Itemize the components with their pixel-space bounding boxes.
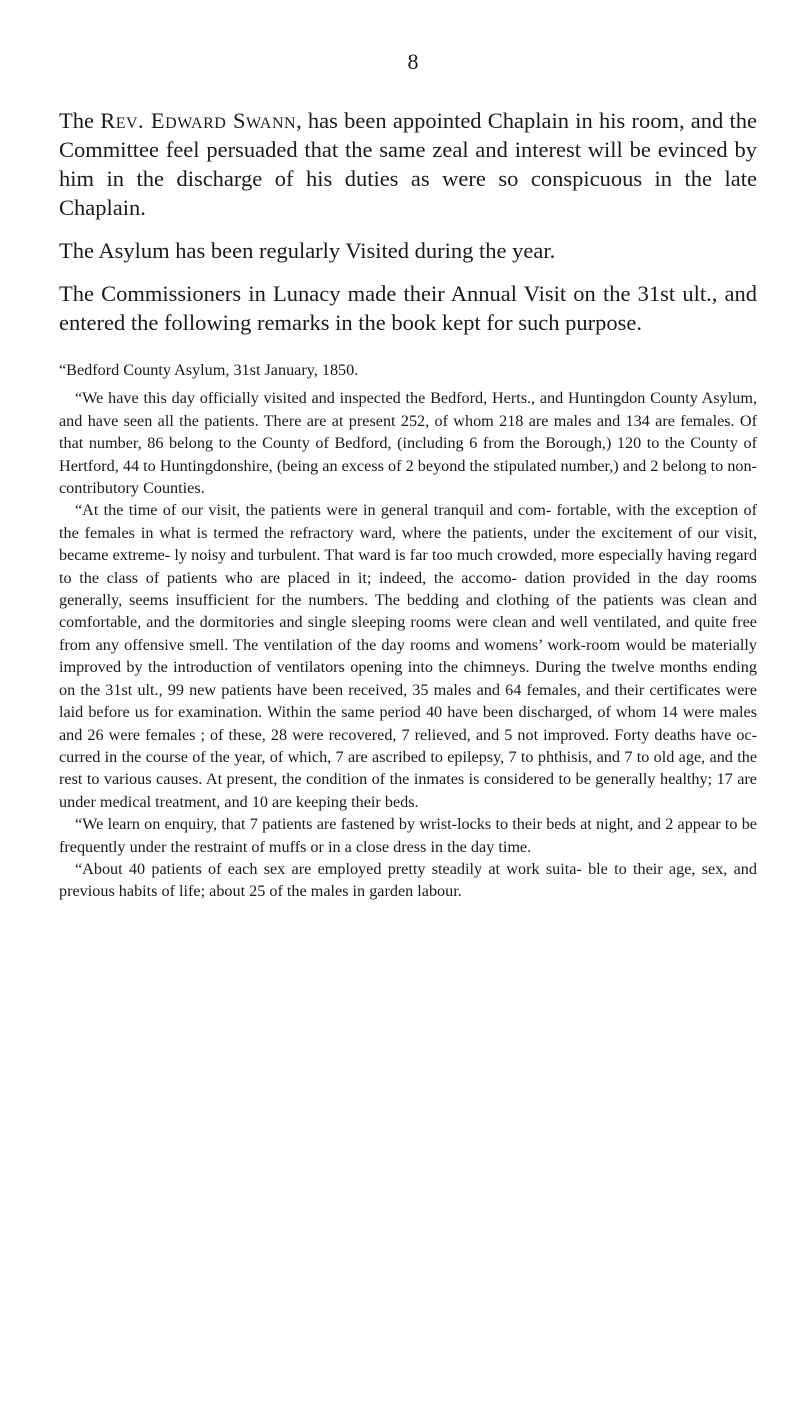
remarks-paragraph-employment: “About 40 patients of each sex are employed pretty steadily at work suita- ble to their age, sex, and previous habits of life; about 25 of the males in garden labour. (59, 859, 757, 901)
chaplain-rest: , has been appointed Chaplain in his room, and the Committee feel persuaded that the same zeal and interest will be evinced by him in the discharge of his duties as were so conspicuous in the late Chaplain. (59, 108, 758, 220)
chaplain-paragraph (59, 106, 757, 222)
visits-paragraph: The Asylum has been regularly Visited during the year. (59, 238, 556, 263)
remarks-paragraph-restraint: “We learn on enquiry, that 7 patients are fastened by wrist-locks to their beds at night, and 2 appear to be frequently under the restraint of muffs or in a close dress in the day time. (59, 815, 757, 856)
chaplain-name: Rev. Edward Swann (100, 108, 297, 133)
remarks-paragraph-condition: “At the time of our visit, the patients were in general tranquil and com- fortable, with the exception of the females in what is termed the refractory ward, where the patients, under the excitement of our visit, became extreme- ly noisy and turbulent. That ward is far too much crowded, more especially having regard to the class of patients who are placed in it; indeed, the accomo- dation provided in the day rooms generally, seems insufficient for the numbers. The bedding and clothing of the patients was clean and comfortable, and the dormitories and single sleeping rooms were clean and well ventilated, and quite free from any offensive smell. The ventilation of the day rooms and womens’ work-room would be materially improved by the introduction of ventilators opening into the chimneys. During the twelve months ending on the 31st ult., 99 new patients have been received, 35 males and 64 females, and their certificates were laid before us for examination. Within the same period 40 have been discharged, of whom 14 were males and 26 were females ; of these, 28 were recovered, 7 relieved, and 5 not improved. Forty deaths have oc- curred in the course of the year, of which, 7 are ascribed to epilepsy, 7 to phthisis, and 7 to old age, and the rest to various causes. At present, the condition of the inmates is considered to be generally healthy; 17 are under medical treatment, and 10 are keeping their beds. (59, 501, 757, 811)
remarks-dateline: “Bedford County Asylum, 31st January, 1850. (59, 361, 359, 379)
commissioners-paragraph: The Commissioners in Lunacy made their Annual Visit on the 31st ult., and entered the following remarks in the book kept for such purpose. (59, 281, 757, 335)
page-number: 8 (407, 49, 419, 74)
commissioners-remarks (59, 359, 757, 903)
remarks-paragraph-census: “We have this day officially visited and inspected the Bedford, Herts., and Huntingdon County Asylum, and have seen all the patients. There are at present 252, of whom 218 are males and 134 are females. Of that number, 86 belong to the County of Bedford, (including 6 from the Borough,) 120 to the County of Hertford, 44 to Huntingdonshire, (being an excess of 2 beyond the stipulated number,) and 2 belong to non-contributory Counties. (59, 389, 757, 498)
chaplain-prefix: The (59, 108, 101, 133)
